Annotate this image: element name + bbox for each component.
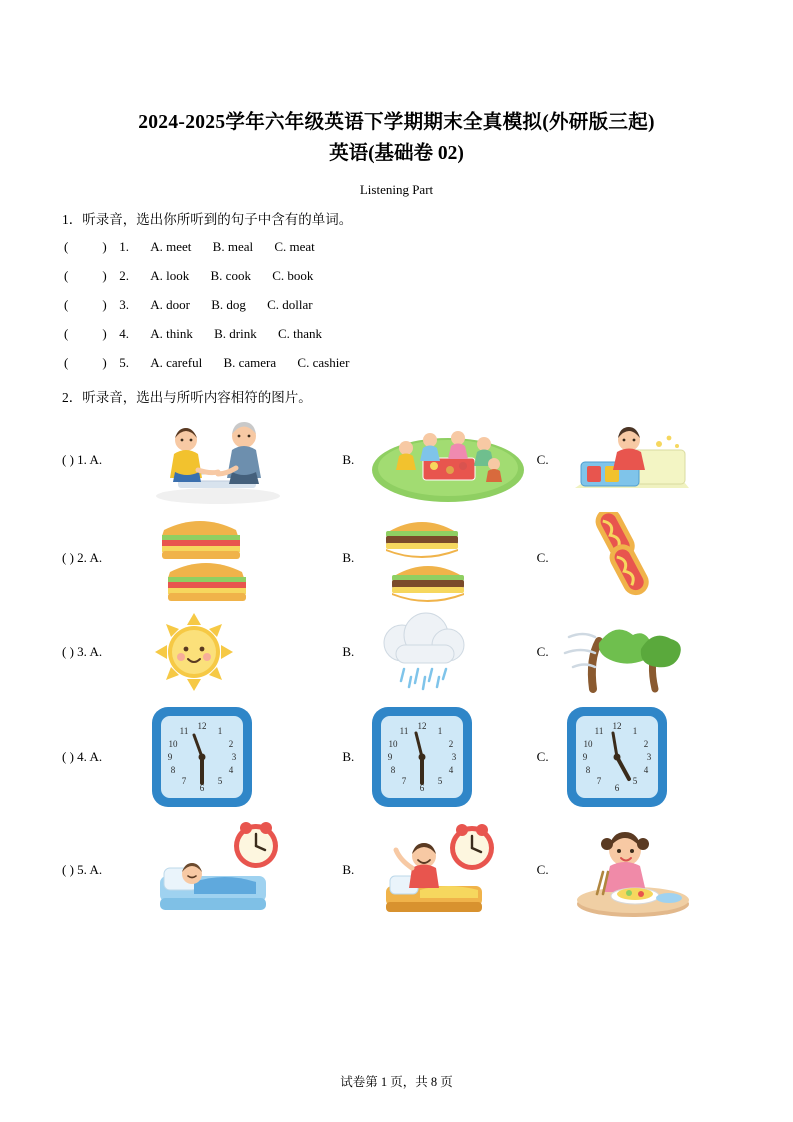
clock-six-thirty-icon[interactable]: [148, 703, 256, 811]
item-5-label-c: C.: [536, 862, 549, 877]
page-footer: 试卷第 1 页，共 8 页: [340, 1075, 453, 1089]
question-2: [62, 386, 731, 922]
sun-icon[interactable]: [148, 609, 240, 695]
item-index: 5.: [119, 355, 129, 370]
svg-text:6: 6: [199, 783, 205, 793]
svg-text:7: 7: [402, 776, 407, 786]
svg-text:9: 9: [582, 752, 587, 762]
svg-text:6: 6: [614, 783, 619, 793]
question-2-item-2[interactable]: [62, 510, 731, 606]
two-hotdogs-icon[interactable]: [563, 512, 683, 604]
item-index: 3.: [119, 297, 129, 312]
svg-text:11: 11: [399, 726, 409, 736]
item-index: 2.: [119, 268, 129, 283]
svg-text:3: 3: [646, 752, 651, 762]
question-2-number: 2．: [62, 390, 83, 405]
option-b[interactable]: B. camera: [223, 355, 277, 370]
question-1-item-2[interactable]: [62, 263, 731, 289]
item-1-lead[interactable]: ( ) 1. A.: [62, 452, 103, 467]
svg-text:6: 6: [420, 783, 425, 793]
svg-text:11: 11: [594, 726, 603, 736]
item-1-label-c: C.: [536, 452, 549, 467]
option-a[interactable]: A. meet: [150, 239, 192, 254]
picnic-on-grass-icon[interactable]: [368, 414, 528, 506]
item-4-label-c: C.: [536, 749, 549, 764]
svg-text:1: 1: [217, 726, 223, 736]
item-4-lead[interactable]: ( ) 4. A.: [62, 749, 103, 764]
question-2-prompt: [62, 386, 731, 406]
option-b[interactable]: B. meal: [212, 239, 254, 254]
item-2-label-c: C.: [536, 550, 549, 565]
question-2-text: 听录音，选出与所听内容相符的图片。: [82, 390, 312, 405]
title-block: [62, 0, 731, 170]
question-1-text: 听录音，选出你所听到的句子中含有的单词。: [82, 212, 353, 227]
answer-blank-5[interactable]: ( ): [64, 355, 107, 370]
item-2-lead[interactable]: ( ) 2. A.: [62, 550, 103, 565]
boy-packing-suitcase-icon[interactable]: [563, 414, 703, 506]
svg-text:7: 7: [181, 776, 187, 786]
rain-cloud-icon[interactable]: [368, 609, 478, 695]
svg-text:3: 3: [452, 752, 457, 762]
option-a[interactable]: A. look: [150, 268, 190, 283]
option-c[interactable]: C. book: [272, 268, 314, 283]
two-hamburgers-icon[interactable]: [368, 512, 488, 604]
question-2-item-1[interactable]: [62, 412, 731, 508]
question-1-item-4[interactable]: [62, 321, 731, 347]
svg-text:2: 2: [228, 739, 234, 749]
question-1-number: 1．: [62, 212, 83, 227]
svg-text:12: 12: [612, 721, 622, 731]
svg-text:11: 11: [179, 726, 189, 736]
svg-text:8: 8: [391, 765, 396, 775]
page-title-line-2: 英语(基础卷 02): [329, 143, 464, 164]
svg-text:10: 10: [168, 739, 178, 749]
svg-text:5: 5: [632, 776, 637, 786]
option-b[interactable]: B. dog: [211, 297, 246, 312]
svg-text:5: 5: [438, 776, 443, 786]
item-3-label-c: C.: [536, 644, 549, 659]
answer-blank-4[interactable]: ( ): [64, 326, 107, 341]
item-3-lead[interactable]: ( ) 3. A.: [62, 644, 103, 659]
child-sleeping-with-clock-icon[interactable]: [148, 820, 298, 920]
svg-text:1: 1: [438, 726, 443, 736]
svg-text:10: 10: [388, 739, 398, 749]
option-c[interactable]: C. dollar: [267, 297, 313, 312]
svg-text:4: 4: [643, 765, 648, 775]
item-3-label-b: B.: [342, 644, 355, 659]
svg-text:9: 9: [388, 752, 393, 762]
svg-text:1: 1: [632, 726, 637, 736]
svg-text:12: 12: [417, 721, 427, 731]
option-a[interactable]: A. careful: [150, 355, 203, 370]
option-a[interactable]: A. think: [150, 326, 193, 341]
answer-blank-1[interactable]: ( ): [64, 239, 107, 254]
option-c[interactable]: C. thank: [278, 326, 323, 341]
svg-text:2: 2: [643, 739, 648, 749]
question-2-item-5[interactable]: [62, 818, 731, 922]
svg-text:12: 12: [197, 721, 207, 731]
svg-text:5: 5: [217, 776, 223, 786]
option-b[interactable]: B. drink: [214, 326, 257, 341]
section-heading: Listening Part: [359, 182, 434, 197]
item-5-lead[interactable]: ( ) 5. A.: [62, 862, 103, 877]
item-5-label-b: B.: [342, 862, 355, 877]
svg-text:7: 7: [596, 776, 601, 786]
svg-text:10: 10: [583, 739, 593, 749]
girl-eating-meal-icon[interactable]: [563, 820, 703, 920]
svg-text:3: 3: [231, 752, 237, 762]
option-c[interactable]: C. cashier: [297, 355, 350, 370]
question-2-item-3[interactable]: [62, 608, 731, 696]
question-1: [62, 208, 731, 376]
question-1-prompt: [62, 208, 731, 228]
item-index: 4.: [119, 326, 129, 341]
clock-six-thirty-icon[interactable]: [368, 703, 476, 811]
option-b[interactable]: B. cook: [210, 268, 251, 283]
item-1-label-b: B.: [342, 452, 355, 467]
windy-trees-icon[interactable]: [563, 609, 693, 695]
svg-text:9: 9: [167, 752, 173, 762]
option-c[interactable]: C. meat: [274, 239, 315, 254]
option-a[interactable]: A. door: [150, 297, 190, 312]
item-index: 1.: [119, 239, 129, 254]
svg-text:4: 4: [449, 765, 454, 775]
question-1-item-1[interactable]: [62, 234, 731, 260]
page-title-line-1: 2024-2025学年六年级英语下学期期末全真模拟(外研版三起): [138, 112, 655, 133]
two-sandwiches-icon[interactable]: [148, 512, 268, 604]
answer-blank-2[interactable]: ( ): [64, 268, 107, 283]
question-2-item-4[interactable]: [62, 698, 731, 816]
child-waking-up-with-clock-icon[interactable]: [368, 820, 518, 920]
svg-text:4: 4: [228, 765, 234, 775]
clock-five-oclock-icon[interactable]: [563, 703, 671, 811]
svg-text:8: 8: [585, 765, 590, 775]
boy-and-grandfather-reading-icon[interactable]: [148, 414, 288, 506]
item-2-label-b: B.: [342, 550, 355, 565]
item-4-label-b: B.: [342, 749, 355, 764]
answer-blank-3[interactable]: ( ): [64, 297, 107, 312]
question-1-item-5[interactable]: [62, 350, 731, 376]
svg-text:2: 2: [449, 739, 454, 749]
svg-text:8: 8: [170, 765, 176, 775]
question-1-item-3[interactable]: [62, 292, 731, 318]
